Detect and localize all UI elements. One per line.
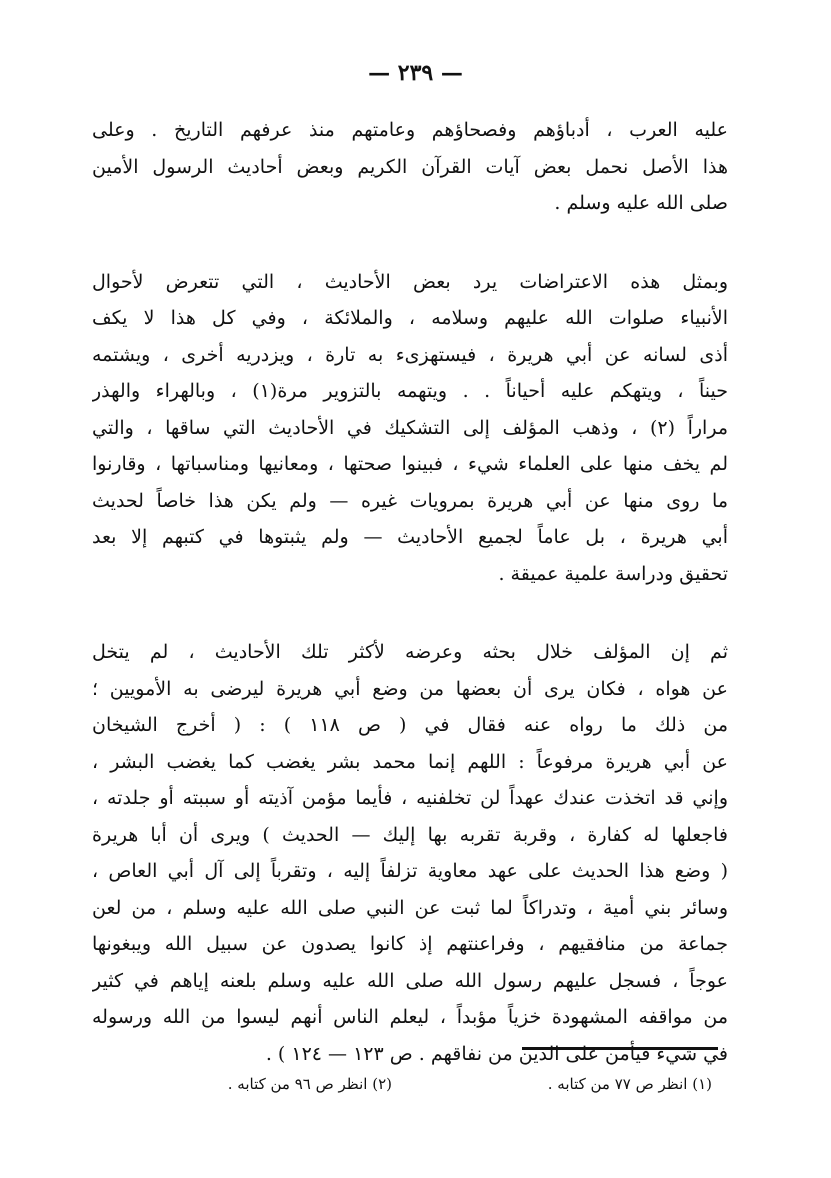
text-line: مراراً (٢) ، وذهب المؤلف إلى التشكيك في الأحاديث التي ساقها ، والتي [92,416,728,439]
paragraph-1 [92,112,728,222]
paragraph-2 [92,264,728,593]
text-line: فاجعلها له كفارة ، وقربة تقربه بها إليك — الحديث ) ويرى أن أبا هريرة [92,823,728,846]
text-line: أذى لسانه عن أبي هريرة ، فيستهزىء به تارة ، ويزدريه أخرى ، ويشتمه [92,343,728,366]
text-line: تحقيق ودراسة علمية عميقة . [498,562,728,585]
footnote-1: (١) انظر ص ٧٧ من كتابه . [547,1075,712,1093]
text-line: عن أبي هريرة مرفوعاً : اللهم إنما محمد بشر يغضب كما يغضب البشر ، [92,750,728,773]
text-line: عليه العرب ، أدباؤهم وفصحاؤهم وعامتهم منذ عرفهم التاريخ . وعلى [92,119,728,141]
text-line: جماعة من منافقيهم ، وفراعنتهم إذ كانوا يصدون عن سبيل الله ويبغونها [92,933,728,955]
text-line: ( وضع هذا الحديث على عهد معاوية تزلفاً إليه ، وتقرباً إلى آل أبي العاص ، [92,860,728,882]
text-line: ما روى منها عن أبي هريرة بمرويات غيره — ولم يكن هذا خاصاً لحديث [92,489,728,512]
text-line: عوجاً ، فسجل عليهم رسول الله صلى الله عليه وسلم بلعنه إياهم في كثير [92,969,728,992]
text-line: هذا الأصل نحمل بعض آيات القرآن الكريم وبعض أحاديث الرسول الأمين [92,155,728,178]
text-line: أبي هريرة ، بل عاماً لجميع الأحاديث — ولم يثبتوها في كتبهم إلا بعد [92,526,728,548]
text-line: الأنبياء صلوات الله عليهم وسلامه ، والملائكة ، وفي كل هذا لا يكف [92,307,728,329]
text-line: وسائر بني أمية ، وتدراكاً لما ثبت عن النبي صلى الله عليه وسلم ، من لعن [92,896,728,919]
text-line: ثم إن المؤلف خلال بحثه وعرضه لأكثر تلك الأحاديث ، لم يتخل [92,641,728,663]
text-line: حيناً ، ويتهكم عليه أحياناً . . ويتهمه بالتزوير مرة(١) ، وبالهراء والهذر [92,380,728,402]
footnote-2: (٢) انظر ص ٩٦ من كتابه . [227,1075,392,1093]
text-line: لم يخف منها على العلماء شيء ، فبينوا صحتها ، ومعانيها ومناسباتها ، وقارنوا [92,453,728,475]
text-line: وإني قد اتخذت عندك عهداً لن تخلفنيه ، فأيما مؤمن آذيته أو سببته أو جلدته ، [92,787,728,809]
page-number: — ٢٣٩ — [368,60,463,86]
text-line: وبمثل هذه الاعتراضات يرد بعض الأحاديث ، التي تتعرض لأحوال [92,270,728,293]
text-line: صلى الله عليه وسلم . [554,192,728,214]
text-line: من مواقفه المشهودة خزياً مؤبداً ، ليعلم الناس أنهم ليسوا من الله ورسوله [92,1006,728,1028]
text-line: عن هواه ، فكان يرى أن بعضها من وضع أبي هريرة ليرضى به الأمويين ؛ [92,677,728,700]
footnote-separator [522,1047,718,1050]
text-line: في شيء فيأمن على الدين من نفاقهم . ص ١٢٣ — ١٢٤ ) . [265,1042,728,1065]
page-body [92,112,728,1072]
paragraph-3 [92,634,728,1072]
text-line: من ذلك ما رواه عنه فقال في ( ص ١١٨ ) : ( أخرج الشيخان [92,714,728,736]
